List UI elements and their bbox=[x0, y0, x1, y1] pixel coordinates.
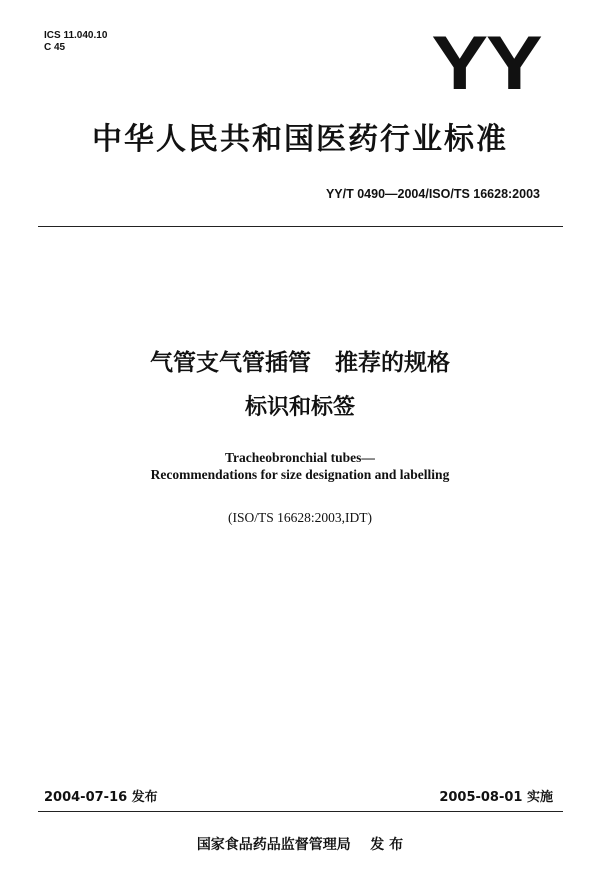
ics-code: ICS 11.040.10 bbox=[44, 30, 108, 41]
identity-note: (ISO/TS 16628:2003,IDT) bbox=[228, 510, 372, 525]
bottom-divider bbox=[38, 811, 563, 812]
chinese-title-line-1: 气管支气管插管 推荐的规格 bbox=[149, 350, 451, 376]
effective-date: 2005-08-01 实施 bbox=[439, 790, 553, 805]
publish-date: 2004-07-16 发布 bbox=[44, 790, 158, 805]
english-title-line-2: Recommendations for size designation and labelling bbox=[150, 467, 450, 482]
ccs-code: C 45 bbox=[44, 42, 66, 53]
issuing-authority: 国家食品药品监督管理局 发 布 bbox=[196, 837, 404, 853]
org-title: 中华人民共和国医药行业标准 bbox=[92, 122, 508, 157]
yy-logo: YY bbox=[430, 21, 540, 106]
standard-number: YY/T 0490—2004/ISO/TS 16628:2003 bbox=[325, 187, 540, 201]
chinese-title-line-2: 标识和标签 bbox=[244, 395, 355, 420]
top-divider bbox=[38, 226, 563, 227]
english-title-line-1: Tracheobronchial tubes— bbox=[225, 450, 375, 465]
